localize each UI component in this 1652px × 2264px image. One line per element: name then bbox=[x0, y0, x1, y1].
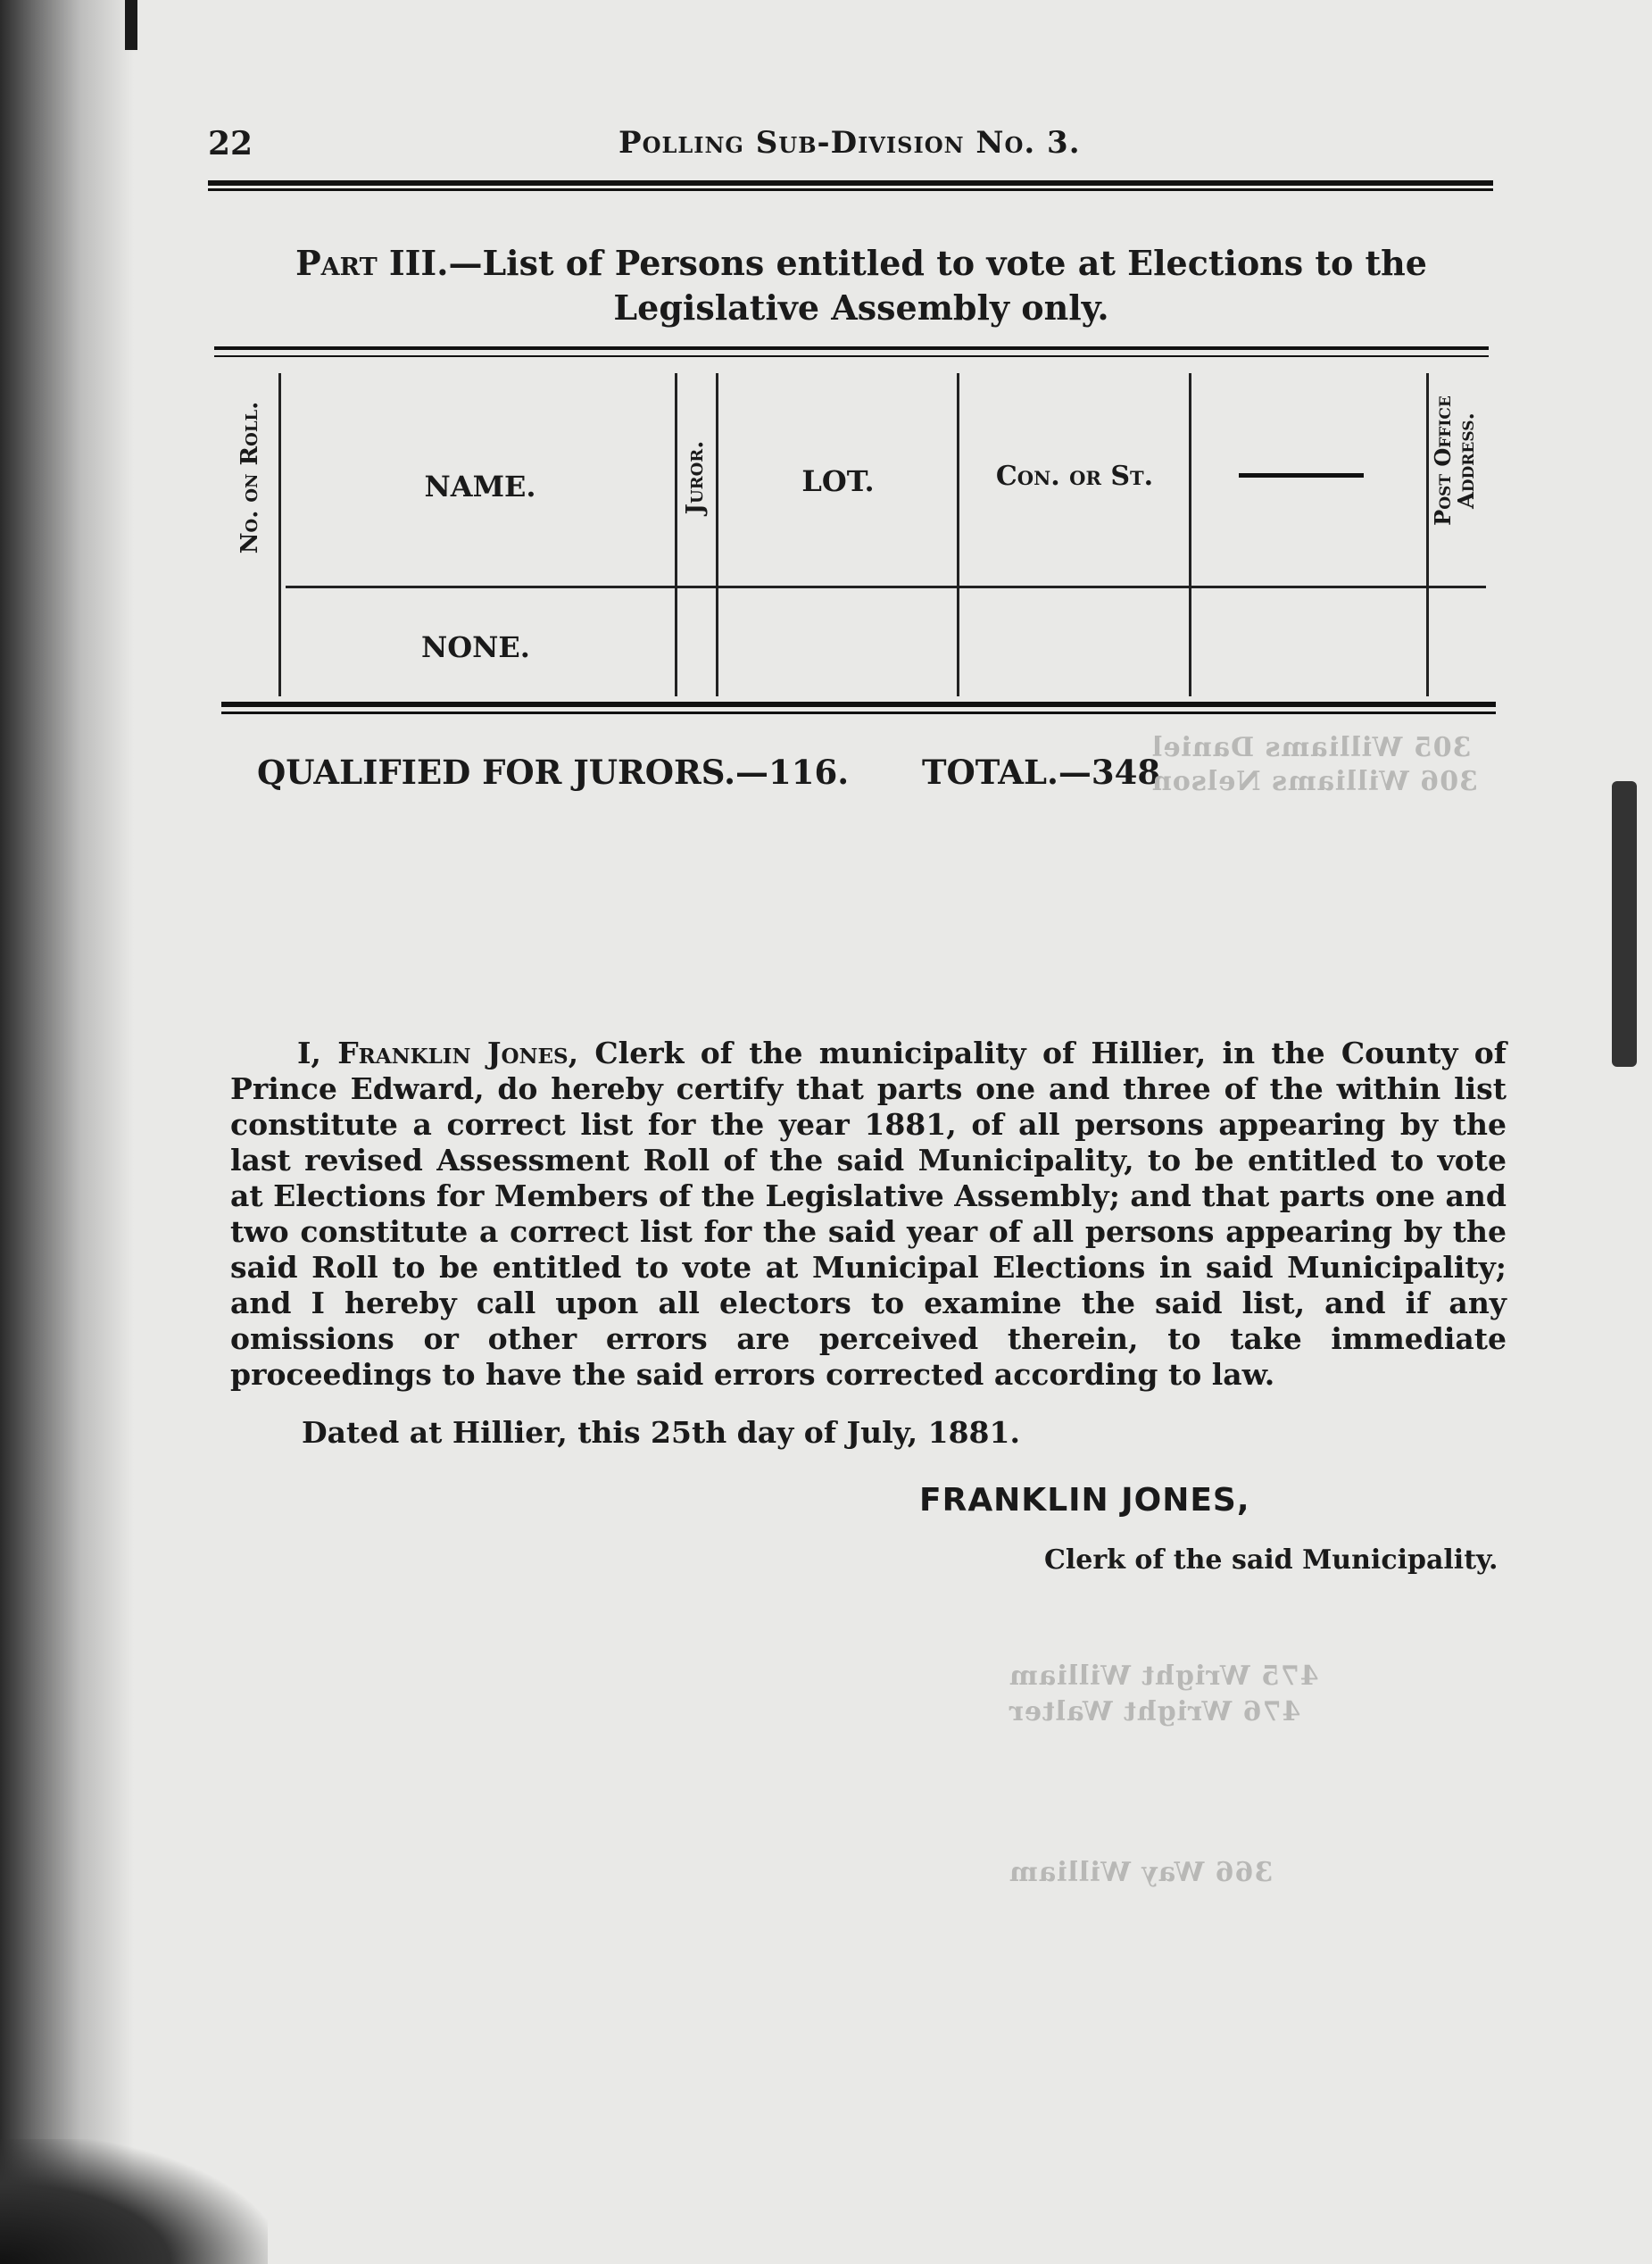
clerk-certificate bbox=[230, 1036, 1507, 1393]
page-header bbox=[208, 125, 1493, 161]
column-divider bbox=[1426, 373, 1429, 696]
page-edge-tab bbox=[1612, 781, 1637, 1067]
binding-mark bbox=[125, 0, 137, 50]
page-curl-shadow bbox=[0, 2139, 268, 2264]
table-bottom-rule bbox=[221, 702, 1496, 714]
column-header-no-on-roll: No. on Roll. bbox=[237, 401, 263, 554]
bleed-through-text: 476 Wright Walter bbox=[1009, 1696, 1301, 1727]
column-header-name: NAME. bbox=[424, 470, 536, 504]
column-header-con-or-st: Con. or St. bbox=[995, 461, 1154, 492]
part-heading-lead: Part III. bbox=[295, 243, 449, 283]
signature-title: Clerk of the said Municipality. bbox=[1044, 1544, 1498, 1576]
column-header-post-office: Post Office Address. bbox=[1430, 395, 1479, 526]
header-rule bbox=[208, 180, 1493, 191]
page-number: 22 bbox=[208, 125, 253, 162]
running-head: Polling Sub-Division No. 3. bbox=[618, 125, 1081, 161]
blank-column-dash bbox=[1239, 473, 1364, 478]
total-count: TOTAL.—348 bbox=[922, 753, 1161, 792]
column-header-lot: LOT. bbox=[801, 464, 875, 498]
table-cell-name: NONE. bbox=[421, 630, 530, 664]
table-top-rule bbox=[214, 346, 1489, 357]
table-header-rule bbox=[286, 586, 1486, 588]
column-divider bbox=[957, 373, 959, 696]
column-divider bbox=[716, 373, 718, 696]
column-header-juror: Juror. bbox=[682, 440, 709, 515]
bleed-through-text: 306 Williams Nelson bbox=[1151, 766, 1478, 797]
bleed-through-text: 475 Wright William bbox=[1009, 1661, 1319, 1692]
part-heading bbox=[232, 241, 1490, 330]
certificate-opening: I, bbox=[297, 1036, 338, 1070]
certificate-body: , Clerk of the municipality of Hillier, in the County of Prince Edward, do hereby certify that parts one and three of the within list constitute a correct list for the year 1881, of all persons appearing by the last revised Assessment Roll of the said Municipality, to be entitled to vote at Elections for Members of the Legislative Assembly; and that parts one and two constitute a correct list for the said year of all persons appearing by the said Roll to be entitled to vote at Municipal Elections in said Municipality; and I hereby call upon all electors to examine the said list, and if any omissions or other errors are perceived therein, to take immediate proceedings to have the said errors corrected according to law. bbox=[230, 1036, 1507, 1392]
qualified-jurors-count: QUALIFIED FOR JURORS.—116. bbox=[257, 753, 850, 792]
part-heading-text: —List of Persons entitled to vote at Elections to the Legislative Assembly only. bbox=[448, 243, 1427, 328]
certificate-clerk-name: Franklin Jones bbox=[337, 1036, 569, 1070]
voters-table bbox=[214, 346, 1489, 714]
signature-name: FRANKLIN JONES, bbox=[919, 1482, 1250, 1519]
column-divider bbox=[1189, 373, 1191, 696]
column-divider bbox=[278, 373, 281, 696]
bleed-through-text: 366 Way William bbox=[1009, 1857, 1274, 1888]
dated-line: Dated at Hillier, this 25th day of July, 1881. bbox=[302, 1415, 1020, 1450]
column-divider bbox=[675, 373, 677, 696]
bleed-through-text: 305 Williams Daniel bbox=[1151, 732, 1472, 763]
